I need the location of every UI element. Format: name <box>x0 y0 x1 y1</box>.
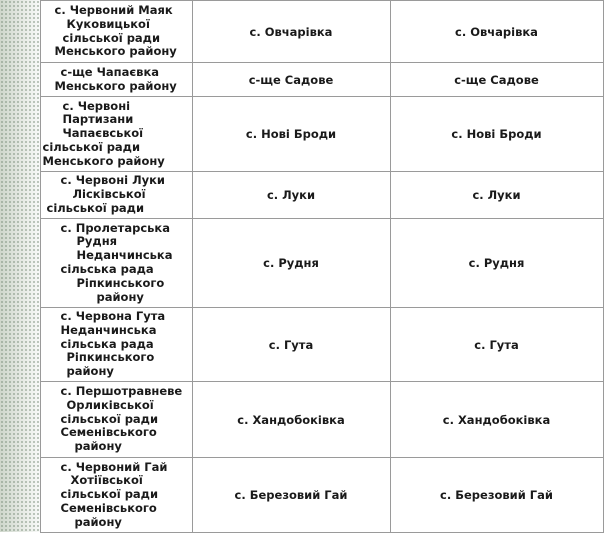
renamed-name-cell: с. Луки <box>192 172 390 219</box>
final-name-cell: с. Овчарівка <box>390 1 603 63</box>
row-spacer <box>0 308 40 382</box>
original-name-line: с. Червоний Гай <box>60 459 168 474</box>
original-name-line: Орликівської <box>66 397 154 412</box>
original-name-line: сільської ради <box>60 487 159 502</box>
original-name-cell <box>40 219 192 308</box>
original-name-line: Лісківської <box>72 187 146 202</box>
original-name-line: с. Пролетарська <box>60 220 170 235</box>
original-name-line: с. Червоні Луки <box>60 173 165 188</box>
original-name-line: сільська рада <box>60 336 154 351</box>
original-name-cell <box>40 172 192 219</box>
table-row <box>0 382 603 458</box>
original-name-line: району <box>66 364 114 379</box>
original-name-line: сільської ради <box>42 139 141 154</box>
renamed-name-cell: с. Рудня <box>192 219 390 308</box>
original-name-line: сільської ради <box>62 30 161 45</box>
row-spacer <box>0 172 40 219</box>
original-name-cell <box>40 97 192 172</box>
original-name-line: району <box>74 439 122 454</box>
row-spacer <box>0 97 40 172</box>
final-name-cell: с. Нові Броди <box>390 97 603 172</box>
original-name-line: сільської ради <box>60 411 159 426</box>
renamed-name-cell: с. Овчарівка <box>192 1 390 63</box>
original-name-line: району <box>96 289 144 304</box>
original-name-line: Семенівського <box>60 500 157 515</box>
original-name-line: Ріпкинського <box>76 275 165 290</box>
original-name-line: Хотіївської <box>70 473 143 488</box>
original-name-line: Ріпкинського <box>66 350 155 365</box>
table-row <box>0 219 603 308</box>
final-name-cell: с. Рудня <box>390 219 603 308</box>
original-name-cell <box>40 458 192 533</box>
original-name-line: с. Червоний Маяк <box>54 2 173 17</box>
original-name-line: с. Червона Гута <box>60 309 166 323</box>
row-spacer <box>0 1 40 63</box>
original-name-cell <box>40 382 192 458</box>
original-name-line: Менського району <box>54 78 177 93</box>
original-name-line: Партизани <box>62 112 134 127</box>
original-name-line: с. Червоні <box>62 98 131 113</box>
row-spacer <box>0 382 40 458</box>
original-name-line: Неданчинська <box>60 322 157 337</box>
original-name-cell <box>40 63 192 97</box>
table-row <box>0 97 603 172</box>
table-row <box>0 172 603 219</box>
row-spacer <box>0 219 40 308</box>
renamed-name-cell: с. Нові Броди <box>192 97 390 172</box>
final-name-cell: с. Луки <box>390 172 603 219</box>
final-name-cell: с. Березовий Гай <box>390 458 603 533</box>
original-name-line: сільської ради <box>46 200 145 215</box>
table-body <box>0 1 603 533</box>
original-name-line: району <box>74 514 122 529</box>
table-row <box>0 1 603 63</box>
original-name-line: Куковицької <box>66 16 150 31</box>
original-name-line: Семенівського <box>60 425 157 440</box>
row-spacer <box>0 63 40 97</box>
original-name-line: Менського району <box>42 153 165 168</box>
renamed-name-cell: с. Хандобоківка <box>192 382 390 458</box>
original-name-line: Менського району <box>54 44 177 59</box>
original-name-line: Чапаєвської <box>62 126 144 141</box>
table-row <box>0 63 603 97</box>
original-name-line: сільська рада <box>60 262 154 276</box>
final-name-cell: с-ще Садове <box>390 63 603 97</box>
original-name-line: с. Першотравневе <box>60 384 183 398</box>
table-row <box>0 308 603 382</box>
original-name-line: Рудня <box>76 234 118 249</box>
final-name-cell: с. Хандобоківка <box>390 382 603 458</box>
renamed-name-cell: с. Гута <box>192 308 390 382</box>
final-name-cell: с. Гута <box>390 308 603 382</box>
original-name-cell <box>40 308 192 382</box>
renamed-name-cell: с. Березовий Гай <box>192 458 390 533</box>
original-name-cell <box>40 1 192 63</box>
renamed-name-cell: с-ще Садове <box>192 63 390 97</box>
table-row <box>0 458 603 533</box>
original-name-line: с-ще Чапаєвка <box>60 64 160 79</box>
original-name-line: Неданчинська <box>76 248 173 263</box>
row-spacer <box>0 458 40 533</box>
